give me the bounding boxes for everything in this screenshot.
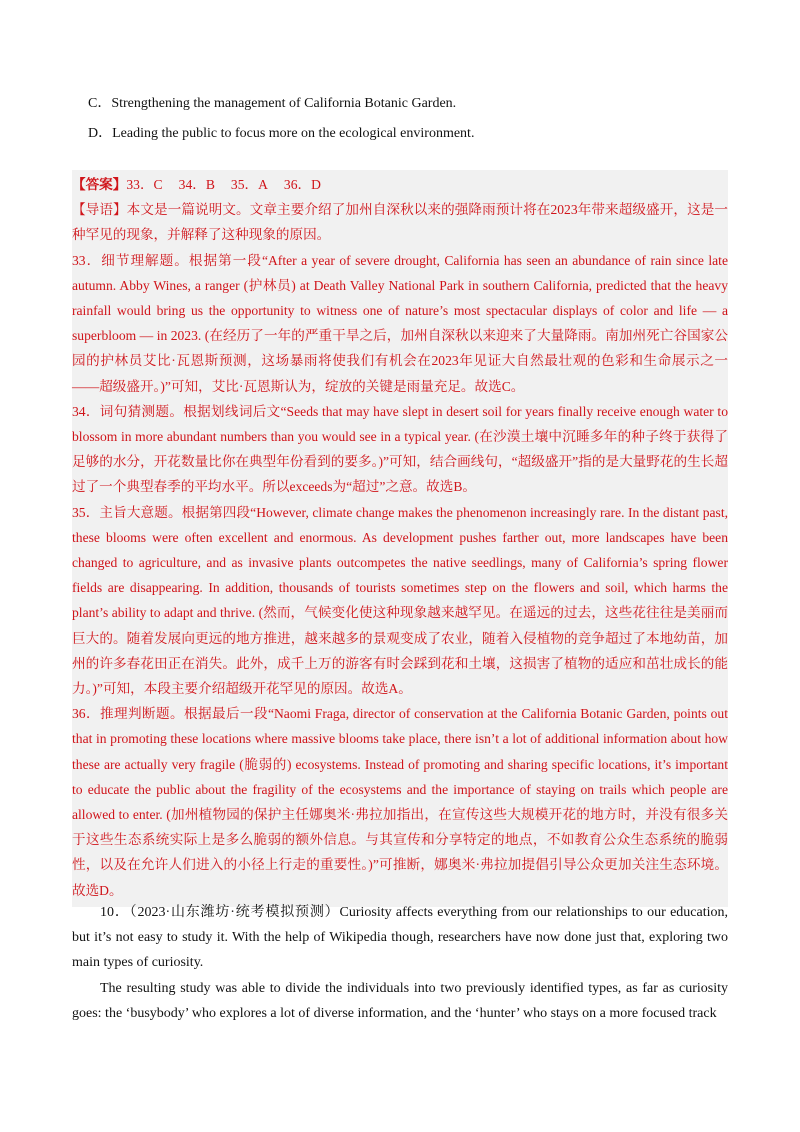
explanation-34: 34．词句猜测题。根据划线词后文“Seeds that may have slept in desert soil for years finally receive enough water to blossom in more abundant numbers than you would see in a typical year. (在沙漠土壤中沉睡多年的种子终于获得了足够的水分，开花数量比你在典型年份看到的要多。)”可知，结合画线句，“超级盛开”指的是大量野花的生长超过了一个典型春季的平均水平。所以exceeds为“超过”之意。故选B。 (72, 403, 728, 495)
answer-explanation-block (72, 170, 728, 907)
guide-text: 【导语】本文是一篇说明文。文章主要介绍了加州自深秋以来的强降雨预计将在2023年带来超级盛开，这是一种罕见的现象，并解释了这种现象的原因。 (72, 202, 728, 243)
passage-paragraph-2: The resulting study was able to divide the individuals into two previously identified types, as far as curiosity goes: the ‘busybody’ who explores a lot of diverse information, and the ‘hunter’ who stays on a more focused track (72, 980, 728, 1021)
answer-item-36: 36．D (283, 177, 321, 192)
answer-item-34: 34．B (178, 177, 215, 192)
passage-paragraph-1: 10．（2023·山东潍坊·统考模拟预测）Curiosity affects everything from our relationships to our education, but it’s not easy to study it. With the help of Wikipedia though, researchers have now done just that, exploring two main types of curiosity. (72, 905, 728, 971)
answer-options (88, 94, 728, 154)
explanation-33: 33．细节理解题。根据第一段“After a year of severe drought, California has seen an abundance of rain since late autumn. Abby Wines, a ranger (护林员) at Death Valley National Park in southern California, predicted that the heavy rainfall would bring us the opportunity to witness one of nature’s most spectacular displays of color and life — a superbloom — in 2023. (在经历了一年的严重干旱之后，加州自深秋以来迎来了大量降雨。南加州死亡谷国家公园的护林员艾比·瓦恩斯预测，这场暴雨将使我们有机会在2023年见证大自然最壮观的色彩和生命展示之一——超级盛开。)”可知，艾比·瓦恩斯认为，绽放的关键是雨量充足。故选C。 (72, 252, 728, 394)
option-c: C．Strengthening the management of California Botanic Garden. (88, 96, 457, 111)
reading-passage (72, 900, 728, 1026)
option-d: D．Leading the public to focus more on the ecological environment. (88, 126, 475, 141)
explanation-35: 35．主旨大意题。根据第四段“However, climate change makes the phenomenon increasingly rare. In the distant past, these blooms were often excellent and enormous. As development pushes farther out, more landscapes have been changed to agriculture, and as invasive plants outcompetes the native seedlings, many of California’s spring flower fields are disappearing. In addition, thousands of tourists sometimes step on the flowers and soil, which harms the plant’s ability to adapt and thrive. (然而，气候变化使这种现象越来越罕见。在遥远的过去，这些花往往是美丽而巨大的。随着发展向更远的地方推进，越来越多的景观变成了农业，随着入侵植物的竞争超过了本地幼苗，加州的许多春花田正在消失。此外，成千上万的游客有时会踩到花和土壤，这损害了植物的适应和茁壮成长的能力。)”可知，本段主要介绍超级开花罕见的原因。故选A。 (72, 504, 728, 697)
answer-key (72, 172, 728, 197)
answer-item-35: 35．A (230, 177, 268, 192)
answer-item-33: 33．C (126, 177, 163, 192)
explanation-36: 36．推理判断题。根据最后一段“Naomi Fraga, director of conservation at the California Botanic Garden, points out that in promoting these locations where massive blooms take place, there isn’t a lot of additional information about how these are actually very fragile (脆弱的) ecosystems. Instead of promoting and sharing specific locations, it’s important to educate the public about the fragility of the ecosystems and the importance of staying on trails which people are allowed to enter. (加州植物园的保护主任娜奥米·弗拉加指出，在宣传这些大规模开花的地方时，并没有很多关于这些生态系统实际上是多么脆弱的额外信息。与其宣传和分享特定的地点，不如教育公众生态系统的脆弱性，以及在允许人们进入的小径上行走的重要性。)”可推断，娜奥米·弗拉加提倡引导公众更加关注生态环境。故选D。 (72, 706, 728, 898)
answer-tag: 【答案】 (72, 177, 127, 192)
